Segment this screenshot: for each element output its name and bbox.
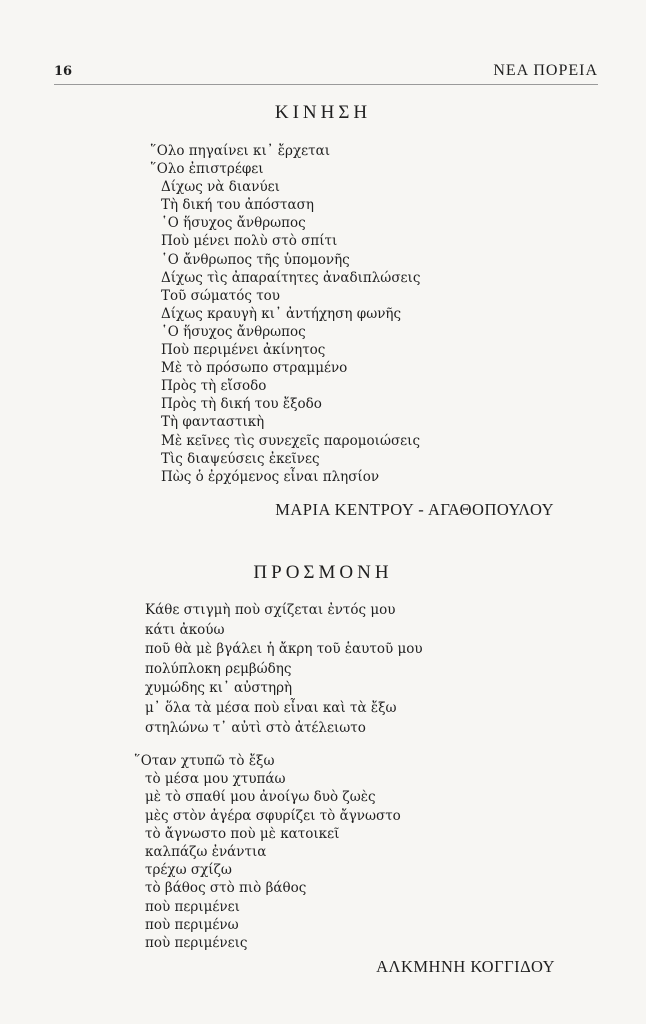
poem-line: Μὲ τὸ πρόσωπο στραμμένο: [161, 360, 348, 377]
poem-line: ῾Ο ἄνθρωπος τῆς ὑπομονῆς: [161, 251, 350, 268]
poem-line: ῞Ολο ἐπιστρέφει: [150, 161, 264, 178]
poem-line: Ποὺ περιμένει ἀκίνητος: [161, 342, 326, 359]
poem-kinisi-lines: [150, 142, 420, 486]
poem-line: ποὺ περιμένω: [145, 916, 239, 933]
poem-line: χυμώδης κι᾽ αὐστηρὴ: [145, 680, 293, 697]
poem-line: Δίχως νὰ διανύει: [161, 179, 280, 196]
poem-line: ῞Ολο πηγαίνει κι᾽ ἔρχεται: [150, 143, 331, 159]
poem-line: πολύπλοκη ρεμβώδης: [145, 660, 292, 677]
poem-line: μ᾽ ὅλα τὰ μέσα ποὺ εἶναι καὶ τὰ ἔξω: [145, 699, 397, 716]
poem-line: τρέχω σχίζω: [145, 862, 232, 879]
poem-line: Τὴ δική του ἀπόσταση: [161, 197, 314, 214]
poem-line: στηλώνω τ᾽ αὐτὶ στὸ ἀτέλειωτο: [145, 719, 366, 736]
poem-line: ποῦ θὰ μὲ βγάλει ἡ ἄκρη τοῦ ἑαυτοῦ μου: [145, 641, 423, 658]
poem-title-kinisi: ΚΙΝΗΣΗ: [274, 102, 372, 123]
poem-line: Πρὸς τὴ εἴσοδο: [161, 378, 267, 395]
poem-line: ῞Οταν χτυπῶ τὸ ἔξω: [134, 753, 275, 769]
poem-line: Τὴ φανταστικὴ: [161, 414, 265, 431]
poem-line: Δίχως κραυγὴ κι᾽ ἀντήχηση φωνῆς: [161, 305, 402, 322]
page-number: 16: [54, 64, 73, 79]
poem-prosmoni-stanza-1: [145, 601, 423, 738]
poem-line: Δίχως τὶς ἀπαραίτητες ἀναδιπλώσεις: [161, 269, 421, 286]
poem-line: τὸ ἄγνωστο ποὺ μὲ κατοικεῖ: [145, 825, 340, 842]
poem-author-prosmoni: ΑΛΚΜΗΝΗ ΚΟΓΓΙΔΟΥ: [376, 957, 555, 976]
poem-line: ποὺ περιμένει: [145, 898, 240, 915]
poem-line: Τοῦ σώματός του: [161, 287, 280, 304]
poem-line: Ποὺ μένει πολὺ στὸ σπίτι: [161, 233, 338, 250]
poem-line: τὸ μέσα μου χτυπάω: [145, 771, 286, 788]
poem-line: μὲς στὸν ἀγέρα σφυρίζει τὸ ἄγνωστο: [145, 807, 401, 824]
poem-line: Μὲ κεῖνες τὶς συνεχεῖς παρομοιώσεις: [161, 432, 421, 449]
poem-author-kinisi: ΜΑΡΙΑ ΚΕΝΤΡΟΥ - ΑΓΑΘΟΠΟΥΛΟΥ: [275, 500, 554, 519]
running-header: [54, 62, 598, 85]
poem-line: μὲ τὸ σπαθί μου ἀνοίγω δυὸ ζωὲς: [145, 789, 376, 806]
poem-line: τὸ βάθος στὸ πιὸ βάθος: [145, 880, 307, 897]
poem-line: κάτι ἀκούω: [145, 621, 225, 638]
poem-title-prosmoni: ΠΡΟΣΜΟΝΗ: [253, 562, 393, 583]
poem-line: ῾Ο ἥσυχος ἄνθρωπος: [161, 215, 306, 232]
poem-line: Κάθε στιγμὴ ποὺ σχίζεται ἐντός μου: [145, 602, 396, 618]
poem-line: καλπάζω ἐνάντια: [145, 843, 267, 860]
poem-line: Πὼς ὁ ἐρχόμενος εἶναι πλησίον: [161, 468, 380, 485]
journal-title: ΝΕΑ ΠΟΡΕΙΑ: [493, 62, 598, 79]
poem-line: Τὶς διαψεύσεις ἐκεῖνες: [161, 450, 320, 467]
poem-prosmoni-stanza-2: [134, 752, 401, 952]
poem-line: Πρὸς τὴ δική του ἔξοδο: [161, 396, 322, 413]
poem-line: ῾Ο ἥσυχος ἄνθρωπος: [161, 323, 306, 340]
poem-line: ποὺ περιμένεις: [145, 934, 248, 951]
